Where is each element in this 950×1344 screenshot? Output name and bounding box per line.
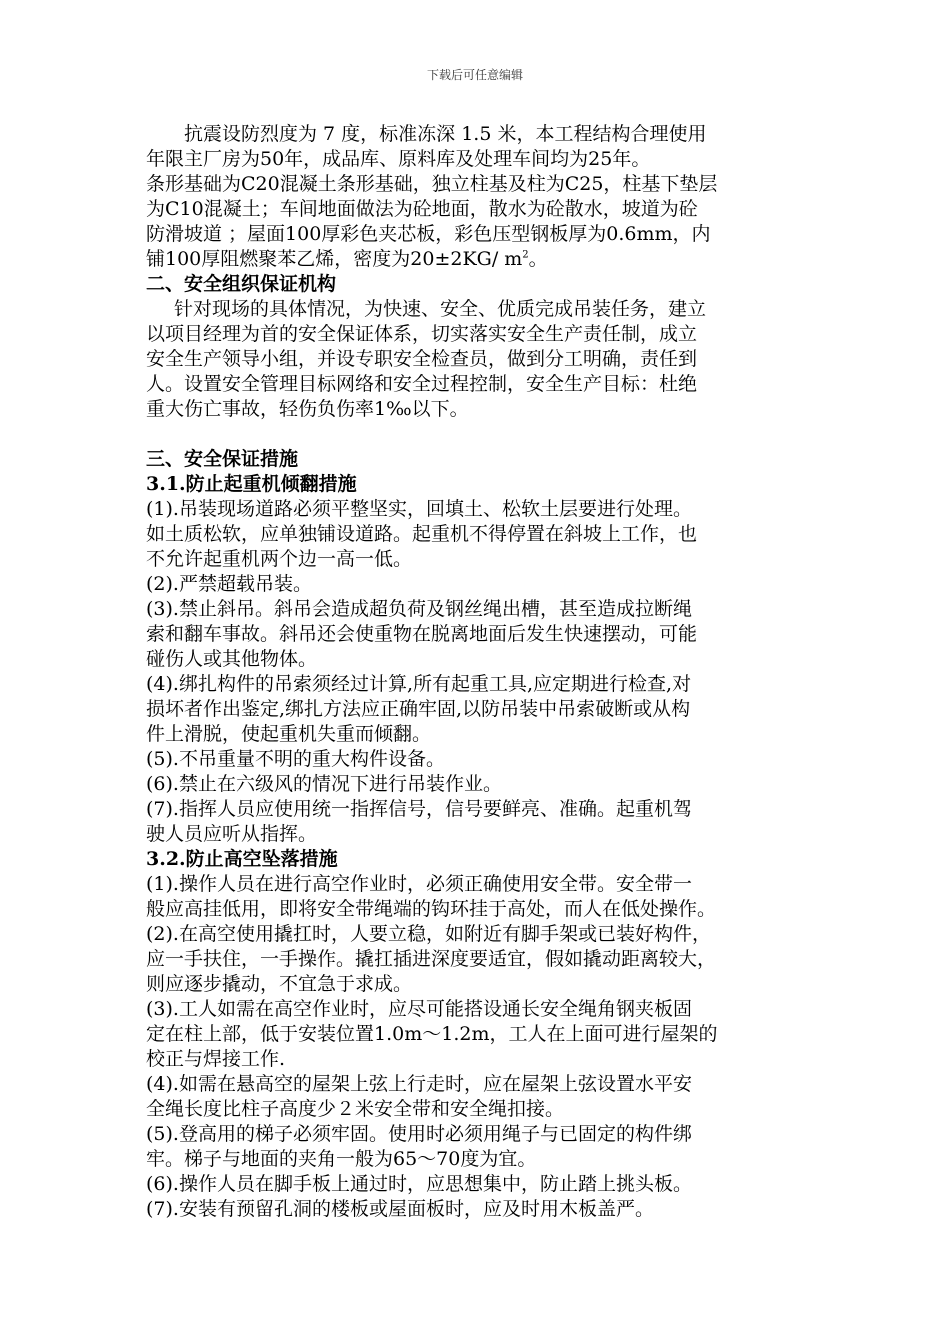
subsection-3-2-line: 校正与焊接工作. xyxy=(146,1048,286,1070)
intro-line: 防滑坡道 ；屋面100厚彩色夹芯板，彩色压型钢板厚为0.6mm，内 xyxy=(146,223,711,245)
subsection-3-1-line: (5).不吊重量不明的重大构件设备。 xyxy=(146,748,445,770)
subsection-3-1-line: 件上滑脱，使起重机失重而倾翻。 xyxy=(146,723,432,745)
subsection-3-1-line: (6).禁止在六级风的情况下进行吊装作业。 xyxy=(146,773,502,795)
subsection-3-1-line: (2).严禁超载吊装。 xyxy=(146,573,312,595)
section-3-title: 三、安全保证措施 xyxy=(146,448,299,470)
page-header: 下载后可任意编辑 xyxy=(426,68,523,82)
subsection-3-2-line: 应一手扶住，一手操作。撬扛插进深度要适宜，假如撬动距离较大， xyxy=(146,948,717,970)
blank-line xyxy=(146,422,816,447)
subsection-3-1-line: (1).吊装现场道路必须平整坚实，回填土、松软土层要进行处理。 xyxy=(146,498,692,520)
section-2-title: 二、安全组织保证机构 xyxy=(146,273,337,295)
intro-line: 为C10混凝土；车间地面做法为砼地面，散水为砼散水，坡道为砼 xyxy=(146,198,698,220)
subsection-3-2-line: 全绳长度比柱子高度少２米安全带和安全绳扣接。 xyxy=(146,1098,565,1120)
section-2-line: 以项目经理为首的安全保证体系，切实落实安全生产责任制，成立 xyxy=(146,323,698,345)
subsection-3-2-line: 牢。梯子与地面的夹角一般为65～70度为宜。 xyxy=(146,1148,537,1170)
subsection-3-2-line: (3).工人如需在高空作业时，应尽可能搭设通长安全绳角钢夹板固 xyxy=(146,998,692,1020)
subsection-3-1-line: 不允许起重机两个边一高一低。 xyxy=(146,548,413,570)
document-body xyxy=(146,122,816,1222)
intro-line: 抗震设防烈度为 7 度，标准冻深 1.5 米，本工程结构合理使用 xyxy=(184,123,707,145)
subsection-3-2-line: (6).操作人员在脚手板上通过时，应思想集中，防止踏上挑头板。 xyxy=(146,1173,692,1195)
intro-line-end: 。 xyxy=(528,248,548,270)
superscript: 2 xyxy=(522,249,529,261)
section-2-line: 人。设置安全管理目标网络和安全过程控制，安全生产目标：杜绝 xyxy=(146,373,698,395)
intro-line: 年限主厂房为50年，成品库、原料库及处理车间均为25年。 xyxy=(146,148,651,170)
subsection-3-1-line: 如土质松软，应单独铺设道路。起重机不得停置在斜坡上工作，也 xyxy=(146,523,698,545)
intro-line: 条形基础为C20混凝土条形基础，独立柱基及柱为C25，柱基下垫层 xyxy=(146,173,718,195)
subsection-3-2-title: 3.2.防止高空坠落措施 xyxy=(146,848,338,870)
intro-line-text: 铺100厚阻燃聚苯乙烯，密度为20±2KG/ m xyxy=(146,248,523,270)
subsection-3-2-line: 般应高挂低用，即将安全带绳端的钩环挂于高处，而人在低处操作。 xyxy=(146,898,717,920)
subsection-3-2-line: (7).安装有预留孔洞的楼板或屋面板时，应及时用木板盖严。 xyxy=(146,1198,654,1220)
subsection-3-1-line: (4).绑扎构件的吊索须经过计算,所有起重工具,应定期进行检查,对 xyxy=(146,673,692,695)
subsection-3-1-line: 索和翻车事故。斜吊还会使重物在脱离地面后发生快速摆动，可能 xyxy=(146,623,698,645)
subsection-3-1-line: (3).禁止斜吊。斜吊会造成超负荷及钢丝绳出槽，甚至造成拉断绳 xyxy=(146,598,692,620)
subsection-3-1-line: 碰伤人或其他物体。 xyxy=(146,648,318,670)
subsection-3-2-line: 则应逐步撬动，不宜急于求成。 xyxy=(146,973,413,995)
section-2-line: 安全生产领导小组，并设专职安全检查员，做到分工明确，责任到 xyxy=(146,348,698,370)
subsection-3-1-line: 驶人员应听从指挥。 xyxy=(146,823,318,845)
subsection-3-2-line: (4).如需在悬高空的屋架上弦上行走时，应在屋架上弦设置水平安 xyxy=(146,1073,692,1095)
section-2-line: 针对现场的具体情况，为快速、安全、优质完成吊装任务，建立 xyxy=(174,298,707,320)
subsection-3-1-title: 3.1.防止起重机倾翻措施 xyxy=(146,473,357,495)
subsection-3-1-line: (7).指挥人员应使用统一指挥信号，信号要鲜亮、准确。起重机驾 xyxy=(146,798,692,820)
subsection-3-2-line: 定在柱上部，低于安装位置1.0m～1.2m，工人在上面可进行屋架的 xyxy=(146,1023,718,1045)
section-2-line: 重大伤亡事故，轻伤负伤率1‰以下。 xyxy=(146,398,469,420)
subsection-3-2-line: (5).登高用的梯子必须牢固。使用时必须用绳子与已固定的构件绑 xyxy=(146,1123,692,1145)
subsection-3-1-line: 损坏者作出鉴定,绑扎方法应正确牢固,以防吊装中吊索破断或从构 xyxy=(146,698,691,720)
subsection-3-2-line: (2).在高空使用撬扛时，人要立稳，如附近有脚手架或已装好构件， xyxy=(146,923,711,945)
intro-line xyxy=(146,247,816,272)
subsection-3-2-line: (1).操作人员在进行高空作业时，必须正确使用安全带。安全带一 xyxy=(146,873,692,895)
